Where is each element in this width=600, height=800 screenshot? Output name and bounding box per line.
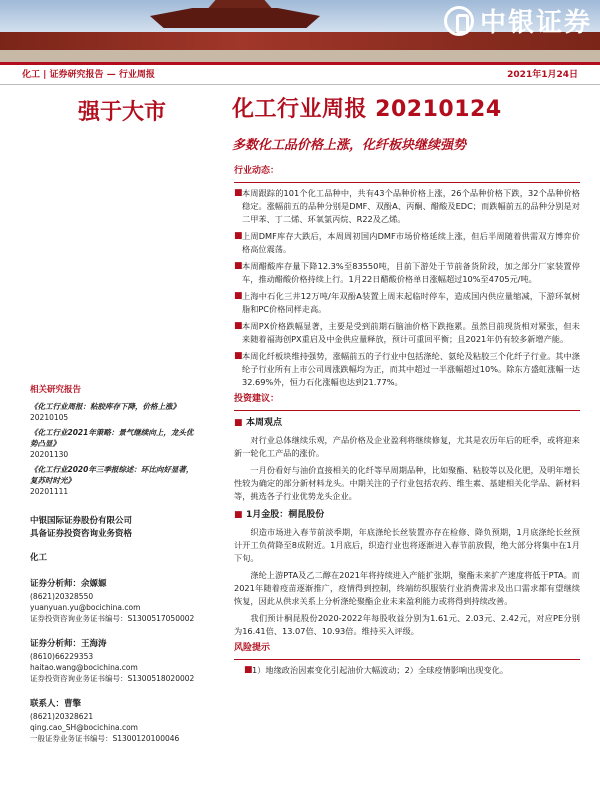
bullet-icon: ■ (244, 665, 253, 675)
header-banner (0, 0, 600, 62)
section-divider (234, 659, 580, 660)
contact-email[interactable]: qing.cao_SH@bocichina.com (30, 723, 138, 732)
banner-palace-roof (150, 8, 320, 28)
paragraph: 涤纶上游PTA及乙二醇在2021年将持续进入产能扩张期，聚酯未来扩产速度将低于PTA。而2021年随着疫苗逐渐推广，疫情得到控制，终端纺织服装行业消费需求及出口需求都有望继续恢复，因此从供求关系上分析涤纶聚酯企业未来盈利能力或将得到持续改善。 (234, 570, 580, 606)
subline-divider (0, 84, 600, 85)
related-reports-list (30, 401, 195, 497)
analyst-card: 证券分析师：余嫄嫄 (8621)20328550 yuanyuan.yu@bocichina.com 证券投资咨询业务证书编号：S1300517050002 (30, 579, 195, 623)
list-item: ■ 上海中石化三井12万吨/年双酚A装置上周末起临时停车，造成国内供应量缩减，下游环氧树脂和PC价格同样走高。 (234, 291, 580, 314)
section-divider (234, 410, 580, 411)
analyst-card: 证券分析师：王海涛 (8610)66229353 haitao.wang@bocichina.com 证券投资咨询业务证书编号：S1300518020002 (30, 639, 195, 683)
boc-logo-icon (444, 6, 474, 36)
bullet-icon: ■ (234, 351, 243, 361)
analyst-email[interactable]: haitao.wang@bocichina.com (30, 663, 138, 672)
header-subline (22, 67, 578, 83)
bullet-icon: ■ (234, 418, 243, 428)
sidebar (30, 385, 195, 744)
section-title-risk: 风险提示 (234, 643, 271, 653)
related-report[interactable]: 《化工行业2021年策略：景气继续向上，龙头优势凸显》 20201130 (30, 428, 194, 459)
page-subtitle: 多数化工品价格上涨，化纤板块继续强势 (232, 138, 467, 153)
sector-label: 化工 (30, 553, 48, 563)
related-reports-title: 相关研究报告 (30, 385, 82, 395)
page-title: 化工行业周报 20210124 (232, 97, 502, 122)
bullet-icon: ■ (234, 261, 243, 271)
bullet-icon: ■ (234, 510, 243, 520)
section-divider (234, 182, 580, 183)
breadcrumb: 化工 | 证券研究报告 — 行业周报 (22, 70, 155, 80)
company-logo (444, 2, 592, 39)
bullet-icon: ■ (234, 291, 243, 301)
bullet-icon: ■ (234, 321, 243, 331)
bullet-icon: ■ (234, 188, 243, 198)
list-item: ■ 本周醋酸库存量下降12.3%至83550吨，目前下游处于节前备货阶段，加之部分厂家装置停车，推动醋酸价格持续上行。1月22日醋酸价格单日涨幅超过10%至4705元/吨。 (234, 261, 580, 284)
organization: 中银国际证券股份有限公司 具备证券投资咨询业务资格 (30, 516, 133, 539)
list-item: ■ 本周PX价格跌幅显著，主要是受到前期石脑油价格下跌拖累。虽然目前现货相对紧张，但未来随着福海创PX重启及中金供应量释放，预计可重回平衡；且2021年仍有较多新增产能。 (234, 321, 580, 344)
bullet-icon: ■ (234, 231, 243, 241)
list-item: ■ 上周DMF库存大跌后，本周周初国内DMF市场价格延续上涨，但后半周随着供需双方博弈价格高位震荡。 (234, 231, 580, 254)
list-item: ■ 1）地缘政治因素变化引起油价大幅波动；2）全球疫情影响出现变化。 (244, 665, 509, 675)
header-divider (0, 62, 600, 65)
paragraph: 一月份看好与油价直接相关的化纤等早周期品种，比如聚酯、粘胶等以及化肥，及明年增长性较为确定的部分新材料龙头。中期关注的子行业包括农药、维生素、基建相关化学品、新材料等，挑选各子行业优势龙头企业。 (234, 465, 580, 501)
banner-plaza (0, 50, 600, 62)
section-title-advice: 投资建议： (234, 394, 280, 404)
related-report[interactable]: 《化工行业周报：粘胶库存下降，价格上涨》 20210105 (30, 402, 180, 422)
paragraph: 我们预计桐昆股份2020-2022年每股收益分别为1.61元、2.03元、2.42元，对应PE分别为16.41倍、13.07倍、10.93倍。维持买入评级。 (234, 613, 580, 636)
contact-card: 联系人：曹擎 (8621)20328621 qing.cao_SH@bocichina.com 一般证券业务证书编号：S1300120100046 (30, 698, 195, 744)
report-date: 2021年1月24日 (507, 70, 578, 80)
paragraph: 织造市场进入春节前淡季期，年底涤纶长丝装置亦存在检修、降负预期，1月底涤纶长丝预计开工负荷降至8成附近。1月底后，织造行业也将逐渐进入春节前放假，绝大部分将集中在1月下旬。 (234, 527, 580, 563)
list-item: ■ 本周化纤板块维持强势，涨幅前五的子行业中包括涤纶、氨纶及粘胶三个化纤子行业。其中涤纶子行业所有上市公司周涨跌幅均为正，而其中超过一半涨幅超过10%。除东方盛虹涨幅一达32.69%外，恒力石化涨幅也达到21.77%。 (234, 351, 580, 387)
section-title-dynamics: 行业动态： (234, 166, 280, 176)
related-report[interactable]: 《化工行业2020年三季报综述：环比向好显著，复苏时时光》 20201111 (30, 465, 194, 496)
main-content (234, 163, 580, 681)
list-item: ■ 本周跟踪的101个化工品种中，共有43个品种价格上涨，26个品种价格下跌，32个品种价格稳定。涨幅前五的品种分别是DMF、双酚A、丙酮、醋酸及EDC；而跌幅前五的品种分别是对二甲苯、丁二烯、环氧氯丙烷、R22及乙烯。 (234, 188, 580, 224)
paragraph: 对行业总体继续乐观，产品价格及企业盈利将继续修复，尤其是农历年后的旺季，或将迎来新一轮化工产品的涨价。 (234, 435, 580, 458)
subheading-view: ■ 本周观点 (234, 418, 283, 428)
rating-label: 强于大市 (78, 99, 167, 125)
subheading-gold-stock: ■ 1月金股：桐昆股份 (234, 510, 325, 520)
analyst-email[interactable]: yuanyuan.yu@bocichina.com (30, 603, 141, 612)
logo-text: 中银证券 (479, 8, 592, 38)
